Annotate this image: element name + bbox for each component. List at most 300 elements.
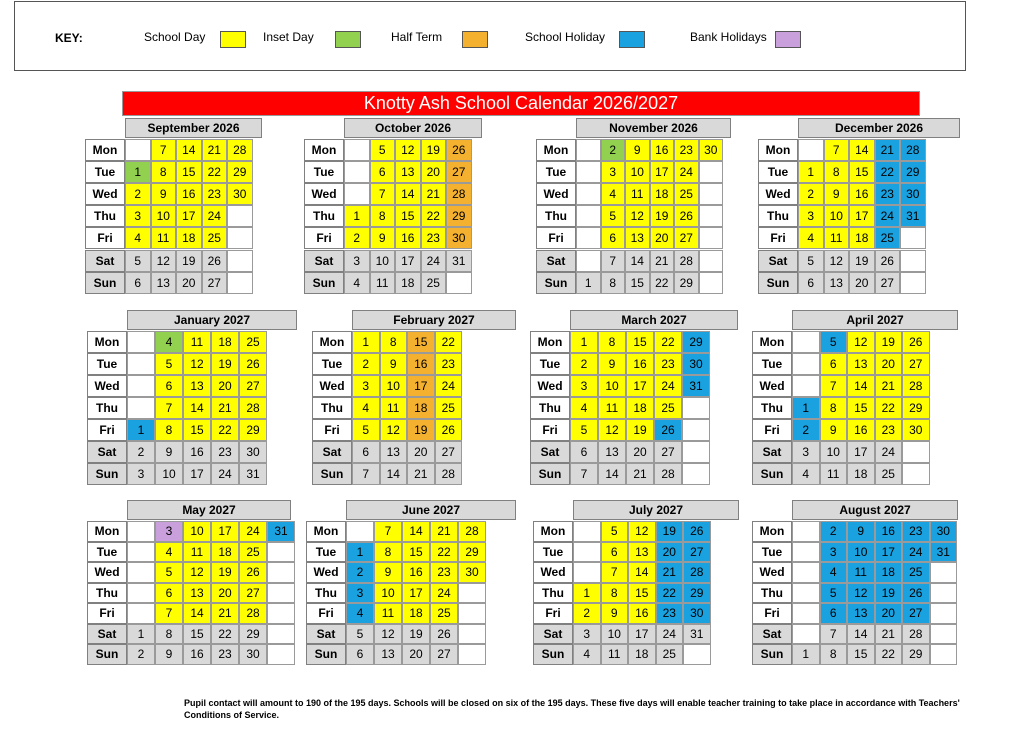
empty-cell: [900, 250, 926, 272]
date-cell: 11: [820, 463, 848, 485]
date-cell: 22: [875, 161, 901, 183]
date-cell: 28: [683, 562, 711, 583]
date-cell: 5: [601, 205, 626, 227]
empty-cell: [576, 161, 601, 183]
date-cell: 17: [650, 161, 675, 183]
date-cell: 14: [849, 139, 875, 161]
date-cell: 19: [176, 250, 202, 272]
date-cell: 9: [598, 353, 626, 375]
date-cell: 2: [570, 353, 598, 375]
date-cell: 24: [654, 375, 682, 397]
date-cell: 1: [792, 397, 820, 419]
date-cell: 11: [601, 644, 629, 665]
date-cell: 27: [902, 353, 930, 375]
date-cell: 8: [380, 331, 408, 353]
date-cell: 21: [626, 463, 654, 485]
date-cell: 26: [446, 139, 472, 161]
date-cell: 17: [211, 521, 239, 542]
date-cell: 20: [211, 375, 239, 397]
day-name-sun: Sun: [530, 463, 570, 485]
date-cell: 9: [625, 139, 650, 161]
key-school-day-swatch: [220, 31, 246, 48]
date-cell: 11: [380, 397, 408, 419]
date-cell: 29: [682, 331, 710, 353]
date-cell: 23: [902, 521, 930, 542]
date-cell: 20: [407, 441, 435, 463]
day-name-sat: Sat: [752, 441, 792, 463]
date-cell: 14: [402, 521, 430, 542]
key-inset-day-swatch: [335, 31, 361, 48]
date-cell: 24: [211, 463, 239, 485]
day-name-sat: Sat: [533, 624, 573, 645]
date-cell: 26: [875, 250, 901, 272]
date-cell: 11: [183, 542, 211, 563]
empty-cell: [792, 562, 820, 583]
date-cell: 21: [211, 603, 239, 624]
day-name-thu: Thu: [533, 583, 573, 604]
date-cell: 25: [421, 272, 447, 294]
date-cell: 6: [370, 161, 396, 183]
day-name-sat: Sat: [87, 624, 127, 645]
day-name-tue: Tue: [533, 542, 573, 563]
date-cell: 13: [183, 375, 211, 397]
date-cell: 4: [125, 227, 151, 249]
date-cell: 5: [370, 139, 396, 161]
date-cell: 6: [346, 644, 374, 665]
date-cell: 31: [239, 463, 267, 485]
date-cell: 7: [370, 183, 396, 205]
empty-cell: [930, 603, 958, 624]
date-cell: 4: [792, 463, 820, 485]
date-cell: 13: [395, 161, 421, 183]
date-cell: 30: [930, 521, 958, 542]
date-cell: 2: [125, 183, 151, 205]
date-cell: 12: [380, 419, 408, 441]
day-name-thu: Thu: [304, 205, 344, 227]
date-cell: 18: [402, 603, 430, 624]
date-cell: 1: [570, 331, 598, 353]
date-cell: 17: [626, 375, 654, 397]
date-cell: 11: [374, 603, 402, 624]
date-cell: 18: [628, 644, 656, 665]
month-header: April 2027: [792, 310, 958, 330]
empty-cell: [792, 603, 820, 624]
date-cell: 26: [654, 419, 682, 441]
date-cell: 2: [601, 139, 626, 161]
day-name-wed: Wed: [87, 375, 127, 397]
empty-cell: [792, 331, 820, 353]
key-bank-holidays-label: Bank Holidays: [690, 30, 767, 44]
date-cell: 10: [601, 624, 629, 645]
date-cell: 3: [125, 205, 151, 227]
calendar-title: Knotty Ash School Calendar 2026/2027: [122, 91, 920, 116]
date-cell: 10: [824, 205, 850, 227]
date-cell: 3: [570, 375, 598, 397]
date-cell: 16: [847, 419, 875, 441]
date-cell: 6: [155, 375, 183, 397]
date-cell: 18: [176, 227, 202, 249]
date-cell: 31: [446, 250, 472, 272]
date-cell: 9: [820, 419, 848, 441]
day-name-mon: Mon: [758, 139, 798, 161]
date-cell: 12: [628, 521, 656, 542]
date-cell: 21: [875, 624, 903, 645]
day-name-wed: Wed: [312, 375, 352, 397]
date-cell: 8: [601, 272, 626, 294]
day-name-mon: Mon: [87, 331, 127, 353]
empty-cell: [573, 562, 601, 583]
date-cell: 24: [656, 624, 684, 645]
date-cell: 15: [626, 331, 654, 353]
key-school-holiday-label: School Holiday: [525, 30, 606, 44]
date-cell: 23: [656, 603, 684, 624]
date-cell: 1: [344, 205, 370, 227]
date-cell: 20: [211, 583, 239, 604]
day-name-thu: Thu: [530, 397, 570, 419]
date-cell: 16: [183, 644, 211, 665]
date-cell: 13: [628, 542, 656, 563]
date-cell: 11: [370, 272, 396, 294]
date-cell: 25: [674, 183, 699, 205]
date-cell: 2: [127, 441, 155, 463]
date-cell: 20: [875, 353, 903, 375]
date-cell: 29: [902, 644, 930, 665]
key-half-term-swatch: [462, 31, 488, 48]
date-cell: 10: [155, 463, 183, 485]
date-cell: 23: [430, 562, 458, 583]
date-cell: 22: [875, 397, 903, 419]
date-cell: 4: [798, 227, 824, 249]
day-name-sat: Sat: [758, 250, 798, 272]
empty-cell: [227, 205, 253, 227]
date-cell: 21: [875, 139, 901, 161]
date-cell: 29: [674, 272, 699, 294]
day-name-sun: Sun: [87, 463, 127, 485]
date-cell: 27: [446, 161, 472, 183]
date-cell: 23: [875, 183, 901, 205]
footer-note: Pupil contact will amount to 190 of the 195 days. Schools will be closed on six of the 195 days. These five days will enable teacher training to take place in accordance with Teachers' Conditions of Service.: [184, 698, 960, 720]
date-cell: 28: [654, 463, 682, 485]
date-cell: 20: [626, 441, 654, 463]
day-name-tue: Tue: [752, 542, 792, 563]
date-cell: 27: [875, 272, 901, 294]
day-name-tue: Tue: [536, 161, 576, 183]
day-name-fri: Fri: [304, 227, 344, 249]
date-cell: 15: [402, 542, 430, 563]
empty-cell: [127, 397, 155, 419]
date-cell: 1: [125, 161, 151, 183]
date-cell: 19: [407, 419, 435, 441]
date-cell: 22: [656, 583, 684, 604]
day-name-fri: Fri: [85, 227, 125, 249]
month-header: February 2027: [352, 310, 516, 330]
date-cell: 29: [902, 397, 930, 419]
date-cell: 22: [202, 161, 228, 183]
date-cell: 11: [824, 227, 850, 249]
date-cell: 11: [183, 331, 211, 353]
date-cell: 10: [598, 375, 626, 397]
date-cell: 9: [151, 183, 177, 205]
day-name-fri: Fri: [536, 227, 576, 249]
date-cell: 3: [792, 441, 820, 463]
day-name-sat: Sat: [536, 250, 576, 272]
empty-cell: [267, 583, 295, 604]
empty-cell: [227, 272, 253, 294]
day-name-thu: Thu: [85, 205, 125, 227]
date-cell: 29: [458, 542, 486, 563]
date-cell: 27: [430, 644, 458, 665]
empty-cell: [125, 139, 151, 161]
date-cell: 31: [683, 624, 711, 645]
date-cell: 25: [654, 397, 682, 419]
month-header: September 2026: [125, 118, 262, 138]
date-cell: 25: [875, 463, 903, 485]
date-cell: 14: [847, 624, 875, 645]
date-cell: 5: [125, 250, 151, 272]
empty-cell: [127, 521, 155, 542]
date-cell: 8: [824, 161, 850, 183]
empty-cell: [682, 441, 710, 463]
day-name-wed: Wed: [533, 562, 573, 583]
date-cell: 22: [654, 331, 682, 353]
date-cell: 25: [656, 644, 684, 665]
date-cell: 17: [407, 375, 435, 397]
empty-cell: [699, 250, 724, 272]
date-cell: 5: [820, 583, 848, 604]
date-cell: 9: [370, 227, 396, 249]
day-name-tue: Tue: [530, 353, 570, 375]
date-cell: 6: [352, 441, 380, 463]
date-cell: 6: [570, 441, 598, 463]
day-name-wed: Wed: [85, 183, 125, 205]
date-cell: 6: [820, 353, 848, 375]
date-cell: 11: [847, 562, 875, 583]
date-cell: 5: [601, 521, 629, 542]
day-name-sun: Sun: [306, 644, 346, 665]
date-cell: 22: [211, 624, 239, 645]
date-cell: 12: [183, 562, 211, 583]
date-cell: 2: [792, 419, 820, 441]
date-cell: 19: [421, 139, 447, 161]
date-cell: 8: [151, 161, 177, 183]
date-cell: 16: [650, 139, 675, 161]
empty-cell: [458, 603, 486, 624]
day-name-wed: Wed: [752, 375, 792, 397]
date-cell: 6: [155, 583, 183, 604]
empty-cell: [227, 227, 253, 249]
date-cell: 8: [820, 397, 848, 419]
date-cell: 4: [820, 562, 848, 583]
day-name-wed: Wed: [752, 562, 792, 583]
date-cell: 21: [421, 183, 447, 205]
date-cell: 28: [458, 521, 486, 542]
date-cell: 16: [849, 183, 875, 205]
date-cell: 3: [573, 624, 601, 645]
date-cell: 17: [395, 250, 421, 272]
date-cell: 24: [202, 205, 228, 227]
day-name-fri: Fri: [530, 419, 570, 441]
date-cell: 6: [601, 542, 629, 563]
date-cell: 18: [211, 542, 239, 563]
empty-cell: [930, 583, 958, 604]
date-cell: 12: [824, 250, 850, 272]
date-cell: 1: [792, 644, 820, 665]
date-cell: 12: [625, 205, 650, 227]
date-cell: 26: [239, 353, 267, 375]
day-name-wed: Wed: [530, 375, 570, 397]
empty-cell: [576, 205, 601, 227]
day-name-sat: Sat: [85, 250, 125, 272]
day-name-wed: Wed: [306, 562, 346, 583]
date-cell: 12: [598, 419, 626, 441]
month-header: December 2026: [798, 118, 960, 138]
empty-cell: [682, 397, 710, 419]
date-cell: 31: [682, 375, 710, 397]
day-name-tue: Tue: [87, 353, 127, 375]
day-name-sun: Sun: [752, 644, 792, 665]
date-cell: 16: [628, 603, 656, 624]
day-name-tue: Tue: [85, 161, 125, 183]
empty-cell: [227, 250, 253, 272]
date-cell: 19: [402, 624, 430, 645]
empty-cell: [902, 463, 930, 485]
date-cell: 8: [820, 644, 848, 665]
date-cell: 15: [847, 644, 875, 665]
date-cell: 11: [598, 397, 626, 419]
date-cell: 7: [601, 250, 626, 272]
date-cell: 19: [875, 331, 903, 353]
date-cell: 5: [570, 419, 598, 441]
date-cell: 28: [239, 603, 267, 624]
date-cell: 6: [820, 603, 848, 624]
day-name-sat: Sat: [312, 441, 352, 463]
date-cell: 29: [239, 419, 267, 441]
day-name-sat: Sat: [306, 624, 346, 645]
date-cell: 5: [155, 353, 183, 375]
empty-cell: [682, 419, 710, 441]
day-name-mon: Mon: [752, 331, 792, 353]
day-name-tue: Tue: [312, 353, 352, 375]
empty-cell: [792, 583, 820, 604]
key-inset-day-label: Inset Day: [263, 30, 314, 44]
date-cell: 24: [875, 441, 903, 463]
empty-cell: [267, 542, 295, 563]
day-name-mon: Mon: [304, 139, 344, 161]
date-cell: 21: [211, 397, 239, 419]
date-cell: 24: [430, 583, 458, 604]
date-cell: 27: [239, 583, 267, 604]
date-cell: 23: [875, 419, 903, 441]
date-cell: 22: [650, 272, 675, 294]
date-cell: 14: [176, 139, 202, 161]
date-cell: 15: [407, 331, 435, 353]
date-cell: 15: [395, 205, 421, 227]
date-cell: 20: [849, 272, 875, 294]
date-cell: 9: [601, 603, 629, 624]
date-cell: 14: [395, 183, 421, 205]
empty-cell: [792, 375, 820, 397]
date-cell: 10: [380, 375, 408, 397]
empty-cell: [127, 562, 155, 583]
empty-cell: [576, 183, 601, 205]
date-cell: 31: [267, 521, 295, 542]
date-cell: 23: [211, 644, 239, 665]
date-cell: 25: [902, 562, 930, 583]
date-cell: 20: [421, 161, 447, 183]
empty-cell: [267, 603, 295, 624]
date-cell: 6: [798, 272, 824, 294]
key-school-holiday-swatch: [619, 31, 645, 48]
date-cell: 21: [650, 250, 675, 272]
date-cell: 2: [352, 353, 380, 375]
date-cell: 22: [875, 644, 903, 665]
day-name-thu: Thu: [752, 583, 792, 604]
empty-cell: [458, 583, 486, 604]
date-cell: 23: [421, 227, 447, 249]
date-cell: 24: [674, 161, 699, 183]
date-cell: 16: [402, 562, 430, 583]
date-cell: 30: [683, 603, 711, 624]
empty-cell: [792, 521, 820, 542]
date-cell: 4: [346, 603, 374, 624]
date-cell: 4: [155, 331, 183, 353]
day-name-sun: Sun: [536, 272, 576, 294]
date-cell: 30: [239, 441, 267, 463]
day-name-mon: Mon: [312, 331, 352, 353]
date-cell: 2: [127, 644, 155, 665]
empty-cell: [573, 521, 601, 542]
day-name-sun: Sun: [752, 463, 792, 485]
date-cell: 12: [395, 139, 421, 161]
date-cell: 23: [654, 353, 682, 375]
date-cell: 7: [151, 139, 177, 161]
empty-cell: [576, 250, 601, 272]
date-cell: 20: [875, 603, 903, 624]
empty-cell: [902, 441, 930, 463]
date-cell: 3: [346, 583, 374, 604]
day-name-mon: Mon: [306, 521, 346, 542]
date-cell: 26: [902, 331, 930, 353]
date-cell: 9: [380, 353, 408, 375]
date-cell: 13: [598, 441, 626, 463]
month-header: March 2027: [570, 310, 738, 330]
empty-cell: [344, 183, 370, 205]
day-name-fri: Fri: [87, 603, 127, 624]
date-cell: 4: [344, 272, 370, 294]
day-name-wed: Wed: [304, 183, 344, 205]
date-cell: 14: [183, 603, 211, 624]
date-cell: 24: [435, 375, 463, 397]
date-cell: 18: [395, 272, 421, 294]
empty-cell: [683, 644, 711, 665]
key-bank-holidays-swatch: [775, 31, 801, 48]
date-cell: 13: [374, 644, 402, 665]
date-cell: 30: [682, 353, 710, 375]
date-cell: 19: [849, 250, 875, 272]
day-name-mon: Mon: [87, 521, 127, 542]
date-cell: 20: [650, 227, 675, 249]
day-name-tue: Tue: [752, 353, 792, 375]
day-name-tue: Tue: [87, 542, 127, 563]
date-cell: 29: [239, 624, 267, 645]
date-cell: 2: [344, 227, 370, 249]
date-cell: 1: [576, 272, 601, 294]
date-cell: 26: [430, 624, 458, 645]
date-cell: 27: [435, 441, 463, 463]
date-cell: 12: [847, 583, 875, 604]
date-cell: 9: [155, 441, 183, 463]
date-cell: 12: [847, 331, 875, 353]
